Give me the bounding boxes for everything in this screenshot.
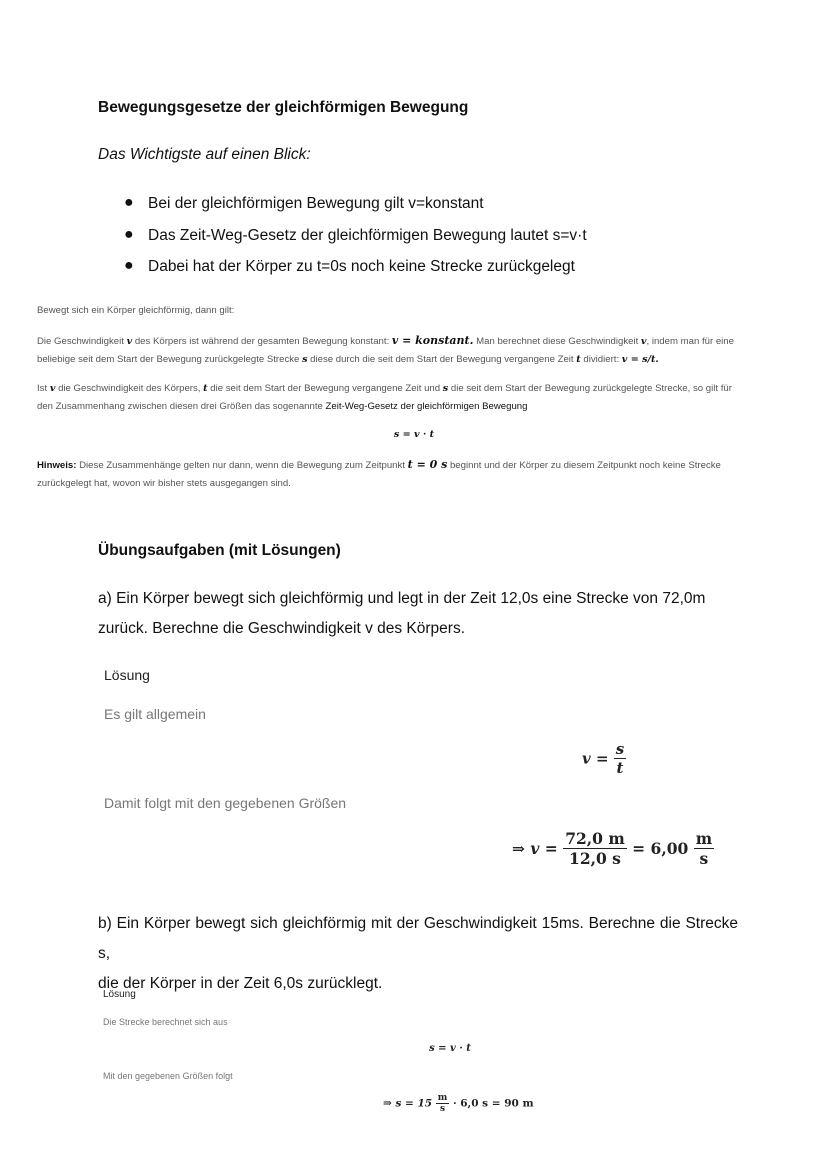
list-item: ● Dabei hat der Körper zu t=0s noch keine Strecke zurückgelegt <box>124 257 575 275</box>
info-intro: Bewegt sich ein Körper gleichförmig, dann gilt: <box>37 305 235 316</box>
bullet-icon: ● <box>124 257 134 274</box>
solution-a-label: Lösung <box>104 667 150 683</box>
solution-a-given: Damit folgt mit den gegebenen Größen <box>104 795 347 811</box>
formula-b-result: ⇒ s = 15 $\frac{m}{s}$ · 6,0 s = 90 m <box>383 1093 534 1114</box>
list-item: ● Bei der gleichförmigen Bewegung gilt v=konstant <box>124 194 484 212</box>
bullet-icon: ● <box>124 194 134 211</box>
unit-fraction: $\frac{m}{s}$ <box>695 829 713 868</box>
subtitle: Das Wichtigste auf einen Blick: <box>98 146 311 163</box>
exercise-a-text: a) Ein Körper bewegt sich gleichförmig und legt in der Zeit 12,0s eine Strecke von 72,0m zurück. Berechne die Geschwindigkeit v des Körpers. <box>98 590 706 637</box>
fraction: $\frac{s}{t}$ <box>615 740 625 777</box>
exercise-b-text: b) Ein Körper bewegt sich gleichförmig mit der Geschwindigkeit 15ms. Berechne die Strecke s, die der Körper in der Zeit 6,0s zurücklegt. <box>98 915 738 992</box>
solution-b-given: Mit den gegebenen Größen folgt <box>103 1071 233 1081</box>
exercises-heading: Übungsaufgaben (mit Lösungen) <box>98 542 341 559</box>
unit-fraction: $\frac{m}{s}$ <box>437 1093 448 1114</box>
formula-a-result: ⇒ v = $\frac{72,0 m}{12,0 s}$ = 6,00 $\frac{m}{s}$ <box>512 829 713 868</box>
solution-a-general: Es gilt allgemein <box>104 706 206 722</box>
info-paragraph-law: Ist v die Geschwindigkeit des Körpers, t die seit dem Start der Bewegung vergangene Zeit und s die seit dem Start der Bewegung zurückgelegte Strecke, so gilt für den Zusammenhang zwischen diesen drei Größen das sogenannte Zeit-Weg-Gesetz der gleichförmigen Bewegung <box>37 383 732 412</box>
solution-b-label: Lösung <box>103 989 136 1000</box>
page-title: Bewegungsgesetze der gleichförmigen Bewegung <box>98 99 469 116</box>
fraction: $\frac{72,0 m}{12,0 s}$ <box>565 829 625 868</box>
list-item: ● Das Zeit-Weg-Gesetz der gleichförmigen Bewegung lautet s=v·t <box>124 226 587 244</box>
solution-b-general: Die Strecke berechnet sich aus <box>103 1017 228 1027</box>
info-note: Hinweis: Diese Zusammenhänge gelten nur dann, wenn die Bewegung zum Zeitpunkt t = 0 s beginnt und der Körper zu diesem Zeitpunkt noch keine Strecke zurückgelegt hat, wovon wir bisher stets ausgegangen sind. <box>37 458 721 489</box>
formula-a-general: v = $\frac{s}{t}$ <box>582 740 625 777</box>
law-formula: s = v · t <box>393 429 435 440</box>
formula-b-general: s = v · t <box>429 1043 471 1054</box>
bullet-icon: ● <box>124 226 134 243</box>
info-paragraph-velocity: Die Geschwindigkeit v des Körpers ist während der gesamten Bewegung konstant: v = konstant. Man berechnet diese Geschwindigkeit v, indem man für eine beliebige seit dem Start der Bewegung zurückgelegte Strecke s diese durch die seit dem Start der Bewegung vergangene Zeit t dividiert: v = s/t. <box>37 334 734 365</box>
